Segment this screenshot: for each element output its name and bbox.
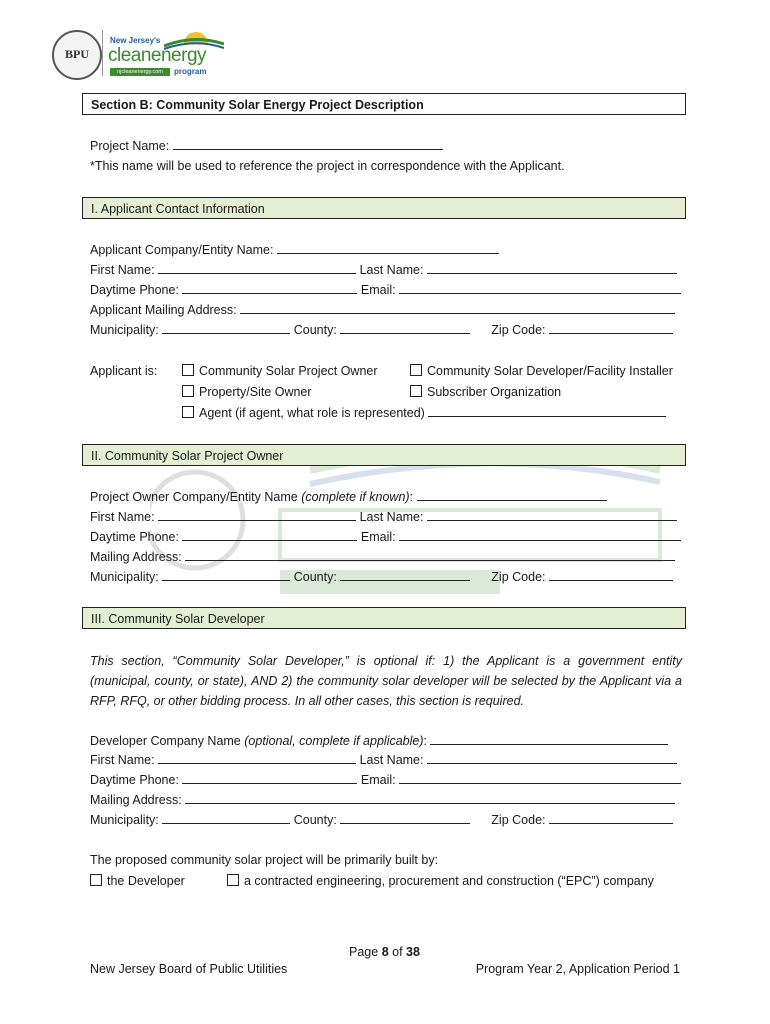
applicant-municipality-row <box>90 322 680 338</box>
project-name-field[interactable] <box>173 138 443 150</box>
mailing-label: Applicant Mailing Address: <box>90 303 237 317</box>
mailing-label: Mailing Address: <box>90 793 182 807</box>
phone-label: Daytime Phone: <box>90 773 179 787</box>
logo-divider <box>102 30 103 76</box>
project-owner-heading: II. Community Solar Project Owner <box>82 444 686 466</box>
project-name-row <box>90 138 443 154</box>
phone-field[interactable] <box>182 529 357 541</box>
mailing-field[interactable] <box>185 792 675 804</box>
first-name-field[interactable] <box>158 262 356 274</box>
checkbox[interactable] <box>410 385 422 397</box>
option-site-owner[interactable] <box>182 384 312 400</box>
checkbox[interactable] <box>182 364 194 376</box>
developer-name-row <box>90 752 677 768</box>
owner-name-row <box>90 509 677 525</box>
mailing-label: Mailing Address: <box>90 550 182 564</box>
developer-company-note: (optional, complete if applicable) <box>244 734 424 748</box>
municipality-label: Municipality: <box>90 813 159 827</box>
mailing-field[interactable] <box>185 549 675 561</box>
last-name-label: Last Name: <box>359 753 424 767</box>
option-label: Property/Site Owner <box>199 385 312 399</box>
email-field[interactable] <box>399 772 681 784</box>
first-name-label: First Name: <box>90 510 155 524</box>
applicant-company-label: Applicant Company/Entity Name: <box>90 243 274 257</box>
owner-phone-row <box>90 529 681 545</box>
footer-right: Program Year 2, Application Period 1 <box>475 962 680 976</box>
option-agent[interactable] <box>182 405 666 421</box>
option-label: Community Solar Developer/Facility Installer <box>427 364 673 378</box>
municipality-field[interactable] <box>162 322 290 334</box>
developer-paragraph: This section, “Community Solar Developer,” is optional if: 1) the Applicant is a government entity (municipal, county, or state), AND 2) the community solar developer will be selected by the Applicant via a RFP, RFQ, or other bidding process. In all other cases, this section is required. <box>90 654 682 708</box>
last-name-label: Last Name: <box>359 263 424 277</box>
zip-label: Zip Code: <box>491 323 546 337</box>
county-label: County: <box>293 570 337 584</box>
owner-company-label: Project Owner Company/Entity Name <box>90 490 298 504</box>
county-field[interactable] <box>340 569 470 581</box>
owner-municipality-row <box>90 569 673 585</box>
logo-line2: cleanenergy <box>108 45 207 66</box>
built-by-epc-option[interactable] <box>227 873 654 889</box>
applicant-company-row <box>90 242 499 258</box>
developer-company-label: Developer Company Name <box>90 734 241 748</box>
owner-company-note: (complete if known) <box>301 490 410 504</box>
mailing-field[interactable] <box>240 302 675 314</box>
page-current: 8 <box>381 945 389 959</box>
developer-company-row: Developer Company Name (optional, complete if applicable): <box>90 733 668 749</box>
agent-role-field[interactable] <box>428 405 666 417</box>
option-label: Community Solar Project Owner <box>199 364 378 378</box>
option-label: a contracted engineering, procurement and construction (“EPC”) company <box>244 874 654 888</box>
phone-label: Daytime Phone: <box>90 530 179 544</box>
logo-url-bar: njcleanenergy.com <box>110 68 170 76</box>
section-b-title: Section B: Community Solar Energy Project Description <box>82 93 686 115</box>
phone-field[interactable] <box>182 772 357 784</box>
phone-field[interactable] <box>182 282 357 294</box>
developer-company-field[interactable] <box>430 733 668 745</box>
checkbox[interactable] <box>90 874 102 886</box>
option-developer-installer[interactable] <box>410 363 673 379</box>
county-field[interactable] <box>340 322 470 334</box>
zip-label: Zip Code: <box>491 813 546 827</box>
email-field[interactable] <box>399 529 681 541</box>
option-label: Subscriber Organization <box>427 385 562 399</box>
zip-field[interactable] <box>549 322 673 334</box>
applicant-company-field[interactable] <box>277 242 499 254</box>
last-name-field[interactable] <box>427 262 677 274</box>
developer-heading: III. Community Solar Developer <box>82 607 686 629</box>
checkbox[interactable] <box>410 364 422 376</box>
applicant-is-label: Applicant is: <box>90 364 158 378</box>
page-number <box>349 944 420 960</box>
logo-line1: New Jersey's <box>110 36 161 45</box>
last-name-field[interactable] <box>427 509 677 521</box>
option-project-owner[interactable] <box>182 363 378 379</box>
first-name-field[interactable] <box>158 752 356 764</box>
option-label: the Developer <box>107 874 185 888</box>
county-field[interactable] <box>340 812 470 824</box>
applicant-mailing-row <box>90 302 675 318</box>
bpu-seal: BPU <box>52 30 102 80</box>
owner-company-row: Project Owner Company/Entity Name (complete if known): <box>90 489 607 505</box>
zip-field[interactable] <box>549 812 673 824</box>
owner-company-field[interactable] <box>417 489 607 501</box>
last-name-field[interactable] <box>427 752 677 764</box>
logo-line3: program <box>174 67 207 76</box>
phone-label: Daytime Phone: <box>90 283 179 297</box>
owner-mailing-row <box>90 549 675 565</box>
page-prefix: Page <box>349 945 379 959</box>
developer-mailing-row <box>90 792 675 808</box>
developer-municipality-row <box>90 812 673 828</box>
email-label: Email: <box>360 530 396 544</box>
checkbox[interactable] <box>227 874 239 886</box>
email-field[interactable] <box>399 282 681 294</box>
page-total: 38 <box>406 945 420 959</box>
first-name-field[interactable] <box>158 509 356 521</box>
email-label: Email: <box>360 773 396 787</box>
email-label: Email: <box>360 283 396 297</box>
project-name-note: *This name will be used to reference the project in correspondence with the Applicant. <box>90 159 565 173</box>
option-subscriber-org[interactable] <box>410 384 561 400</box>
zip-field[interactable] <box>549 569 673 581</box>
developer-phone-row <box>90 772 681 788</box>
option-label: Agent (if agent, what role is represented) <box>199 406 425 420</box>
county-label: County: <box>293 323 337 337</box>
checkbox[interactable] <box>182 385 194 397</box>
zip-label: Zip Code: <box>491 570 546 584</box>
municipality-label: Municipality: <box>90 323 159 337</box>
last-name-label: Last Name: <box>359 510 424 524</box>
page-of: of <box>392 945 403 959</box>
footer-left: New Jersey Board of Public Utilities <box>90 962 288 976</box>
applicant-name-row <box>90 262 677 278</box>
applicant-phone-row <box>90 282 681 298</box>
project-name-label: Project Name: <box>90 139 170 153</box>
header-logo <box>52 26 232 82</box>
applicant-contact-heading: I. Applicant Contact Information <box>82 197 686 219</box>
municipality-field[interactable] <box>162 812 290 824</box>
first-name-label: First Name: <box>90 753 155 767</box>
municipality-label: Municipality: <box>90 570 159 584</box>
built-by-label: The proposed community solar project will be primarily built by: <box>90 853 439 867</box>
checkbox[interactable] <box>182 406 194 418</box>
county-label: County: <box>293 813 337 827</box>
built-by-developer-option[interactable] <box>90 873 185 889</box>
first-name-label: First Name: <box>90 263 155 277</box>
municipality-field[interactable] <box>162 569 290 581</box>
